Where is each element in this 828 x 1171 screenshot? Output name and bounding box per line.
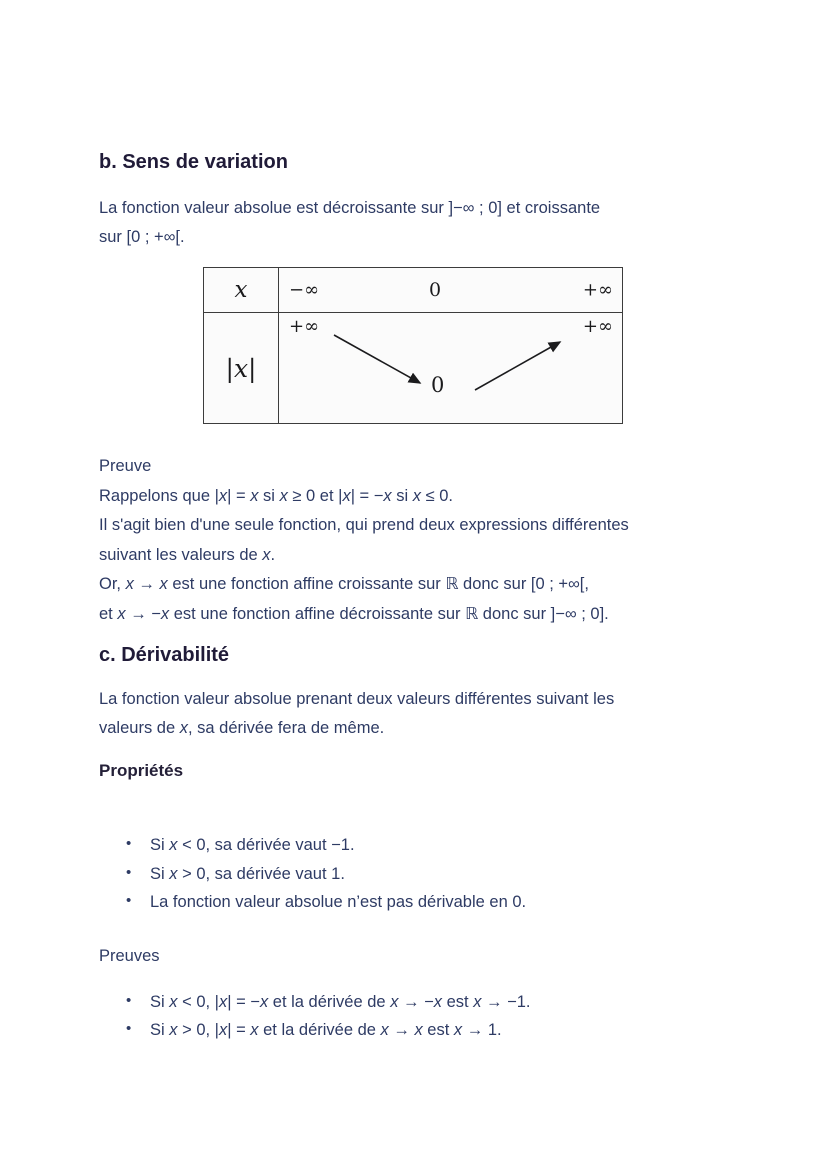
x-value-minus-infinity: −∞ bbox=[289, 279, 320, 301]
decreasing-arrow bbox=[334, 335, 420, 383]
variation-cell bbox=[279, 313, 622, 423]
text-line: Rappelons que |x| = x si x ≥ 0 et |x| = −x si x ≤ 0. bbox=[99, 486, 454, 505]
list-item: • Si x > 0, sa dérivée vaut 1. bbox=[150, 860, 736, 889]
proofs-list bbox=[99, 988, 736, 1045]
list-item: • Si x < 0, sa dérivée vaut −1. bbox=[150, 831, 736, 860]
proof-title: Preuve bbox=[99, 457, 152, 475]
variation-table bbox=[203, 267, 623, 424]
variation-table-function-row bbox=[204, 313, 622, 423]
limit-right-plus-infinity: +∞ bbox=[582, 316, 613, 337]
text-line: et x → −x est une fonction affine décroissante sur ℝ donc sur ]−∞ ; 0]. bbox=[99, 604, 609, 623]
function-label: |x| bbox=[225, 353, 257, 383]
section-c-intro bbox=[99, 685, 736, 743]
list-item: • Si x > 0, |x| = x et la dérivée de x → x est x → 1. bbox=[150, 1016, 736, 1045]
x-value-zero: 0 bbox=[429, 279, 442, 301]
proof-b-block bbox=[99, 452, 736, 629]
variable-label-cell bbox=[204, 268, 279, 312]
text-line: sur [0 ; +∞[. bbox=[99, 228, 185, 246]
function-label-cell bbox=[204, 313, 279, 423]
variable-label: x bbox=[234, 277, 248, 303]
text-line: La fonction valeur absolue est décroissante sur ]−∞ ; 0] et croissante bbox=[99, 199, 601, 217]
text-line: La fonction valeur absolue prenant deux valeurs différentes suivant les bbox=[99, 690, 615, 708]
section-b-intro bbox=[99, 194, 736, 252]
text-line: suivant les valeurs de x. bbox=[99, 545, 276, 564]
variation-arrows bbox=[279, 313, 622, 423]
x-values-cell bbox=[279, 268, 622, 312]
list-item: • La fonction valeur absolue n’est pas dérivable en 0. bbox=[150, 888, 736, 917]
x-value-plus-infinity: +∞ bbox=[582, 279, 613, 301]
minimum-value: 0 bbox=[431, 373, 445, 397]
section-b-heading: b. Sens de variation bbox=[99, 151, 288, 173]
properties-title: Propriétés bbox=[99, 761, 184, 780]
list-item: • Si x < 0, |x| = −x et la dérivée de x → −x est x → −1. bbox=[150, 988, 736, 1017]
increasing-arrow bbox=[475, 342, 560, 390]
limit-left-plus-infinity: +∞ bbox=[289, 316, 320, 337]
properties-list bbox=[99, 831, 736, 917]
text-line: Or, x → x est une fonction affine croissante sur ℝ donc sur [0 ; +∞[, bbox=[99, 575, 589, 593]
text-line: valeurs de x, sa dérivée fera de même. bbox=[99, 719, 385, 737]
section-c-heading: c. Dérivabilité bbox=[99, 644, 230, 666]
text-line: Il s'agit bien d'une seule fonction, qui prend deux expressions différentes bbox=[99, 516, 629, 534]
variation-table-header-row bbox=[204, 268, 622, 313]
proofs-title: Preuves bbox=[99, 946, 160, 965]
